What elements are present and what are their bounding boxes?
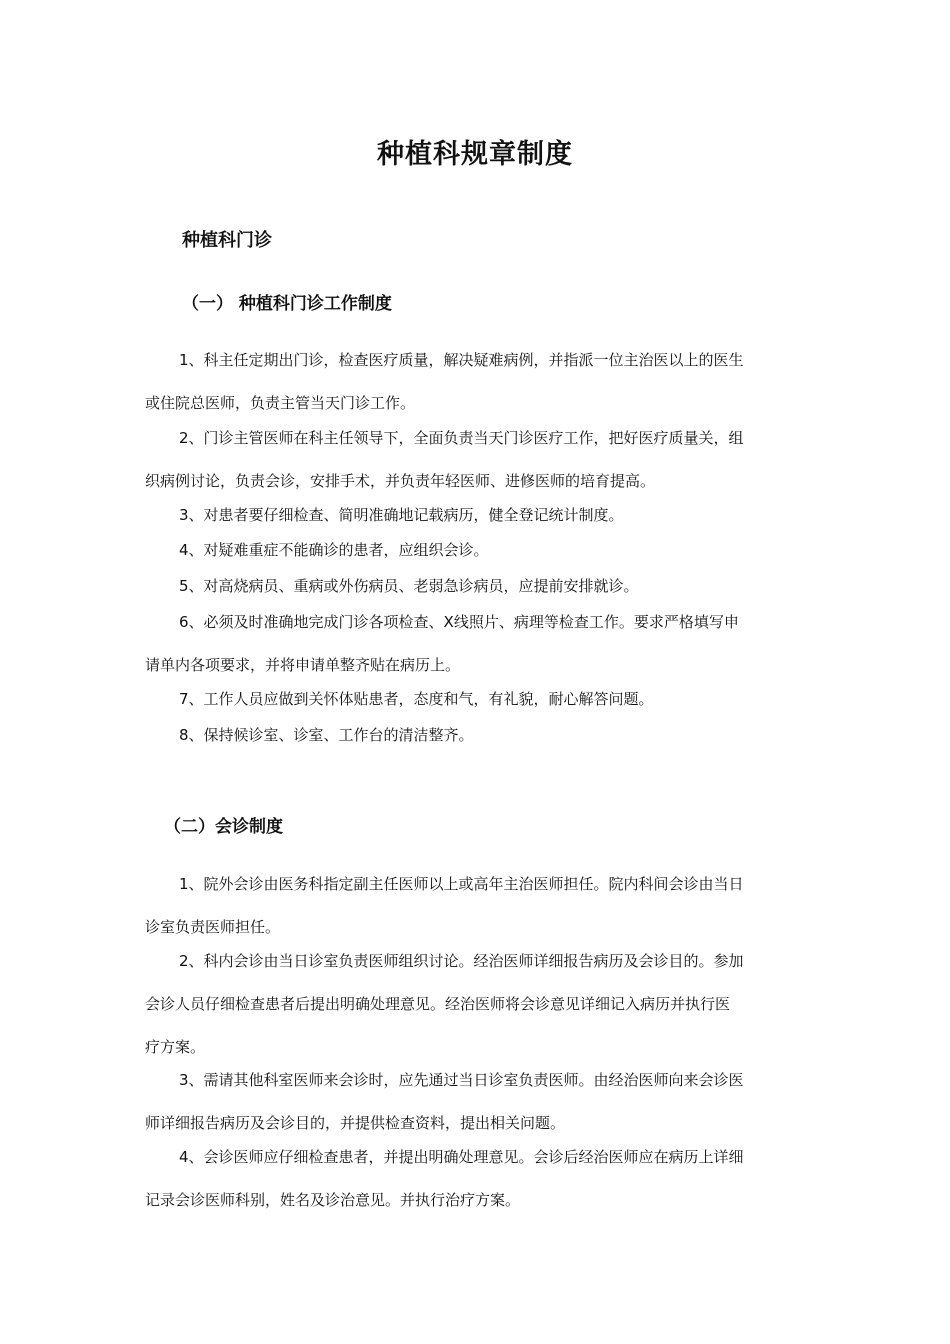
rule-item: [145, 431, 807, 489]
subsection-heading-outpatient-rules: （一） 种植科门诊工作制度: [182, 294, 392, 314]
rule-item: [145, 579, 807, 594]
rule-line: 师详细报告病历及会诊目的，并提供检查资料，提出相关问题。: [145, 1114, 566, 1132]
rule-line: 7、工作人员应做到关怀体贴患者，态度和气，有礼貌，耐心解答问题。: [179, 690, 654, 708]
rule-line: 3、需请其他科室医师来会诊时，应先通过当日诊室负责医师。由经治医师向来会诊医: [179, 1071, 744, 1089]
rule-line: 请单内各项要求，并将申请单整齐贴在病历上。: [145, 656, 461, 674]
rule-line: 3、对患者要仔细检查、简明准确地记载病历，健全登记统计制度。: [179, 506, 624, 524]
rule-line: 1、科主任定期出门诊，检查医疗质量，解决疑难病例，并指派一位主治医以上的医生: [179, 351, 744, 369]
rule-line: 织病例讨论，负责会诊，安排手术，并负责年轻医师、进修医师的培育提高。: [145, 472, 656, 490]
section-heading: 种植科门诊: [182, 230, 272, 251]
rule-item: [145, 728, 807, 743]
rule-item: [145, 954, 807, 1055]
rule-line: 会诊人员仔细检查患者后提出明确处理意见。经治医师将会诊意见详细记入病历并执行医: [145, 995, 731, 1013]
rule-item: [145, 508, 807, 523]
rule-item: [145, 353, 807, 411]
rule-line: 4、会诊医师应仔细检查患者，并提出明确处理意见。会诊后经治医师应在病历上详细: [179, 1148, 744, 1166]
rule-line: 诊室负责医师担任。: [145, 918, 281, 936]
rule-item: [145, 1150, 807, 1208]
rule-item: [145, 692, 807, 707]
document-title: 种植科规章制度: [377, 139, 573, 170]
rule-line: 记录会诊医师科别，姓名及诊治意见。并执行治疗方案。: [145, 1191, 521, 1209]
rule-line: 5、对高烧病员、重病或外伤病员、老弱急诊病员，应提前安排就诊。: [179, 577, 639, 595]
rule-item: [145, 543, 807, 558]
rule-line: 1、院外会诊由医务科指定副主任医师以上或高年主治医师担任。院内科间会诊由当日: [179, 875, 744, 893]
rule-line: 6、必须及时准确地完成门诊各项检查、X线照片、病理等检查工作。要求严格填写申: [179, 613, 739, 631]
rule-line: 2、科内会诊由当日诊室负责医师组织讨论。经治医师详细报告病历及会诊目的。参加: [179, 952, 744, 970]
rule-item: [145, 615, 807, 673]
rule-line: 4、对疑难重症不能确诊的患者，应组织会诊。: [179, 541, 489, 559]
rule-line: 2、门诊主管医师在科主任领导下，全面负责当天门诊医疗工作，把好医疗质量关，组: [179, 429, 744, 447]
rule-item: [145, 1073, 807, 1131]
rule-item: [145, 877, 807, 935]
subsection-heading-consultation-rules: （二）会诊制度: [164, 817, 283, 837]
rule-line: 或住院总医师，负责主管当天门诊工作。: [145, 394, 416, 412]
rule-line: 8、保持候诊室、诊室、工作台的清洁整齐。: [179, 726, 474, 744]
rule-line: 疗方案。: [145, 1038, 206, 1056]
